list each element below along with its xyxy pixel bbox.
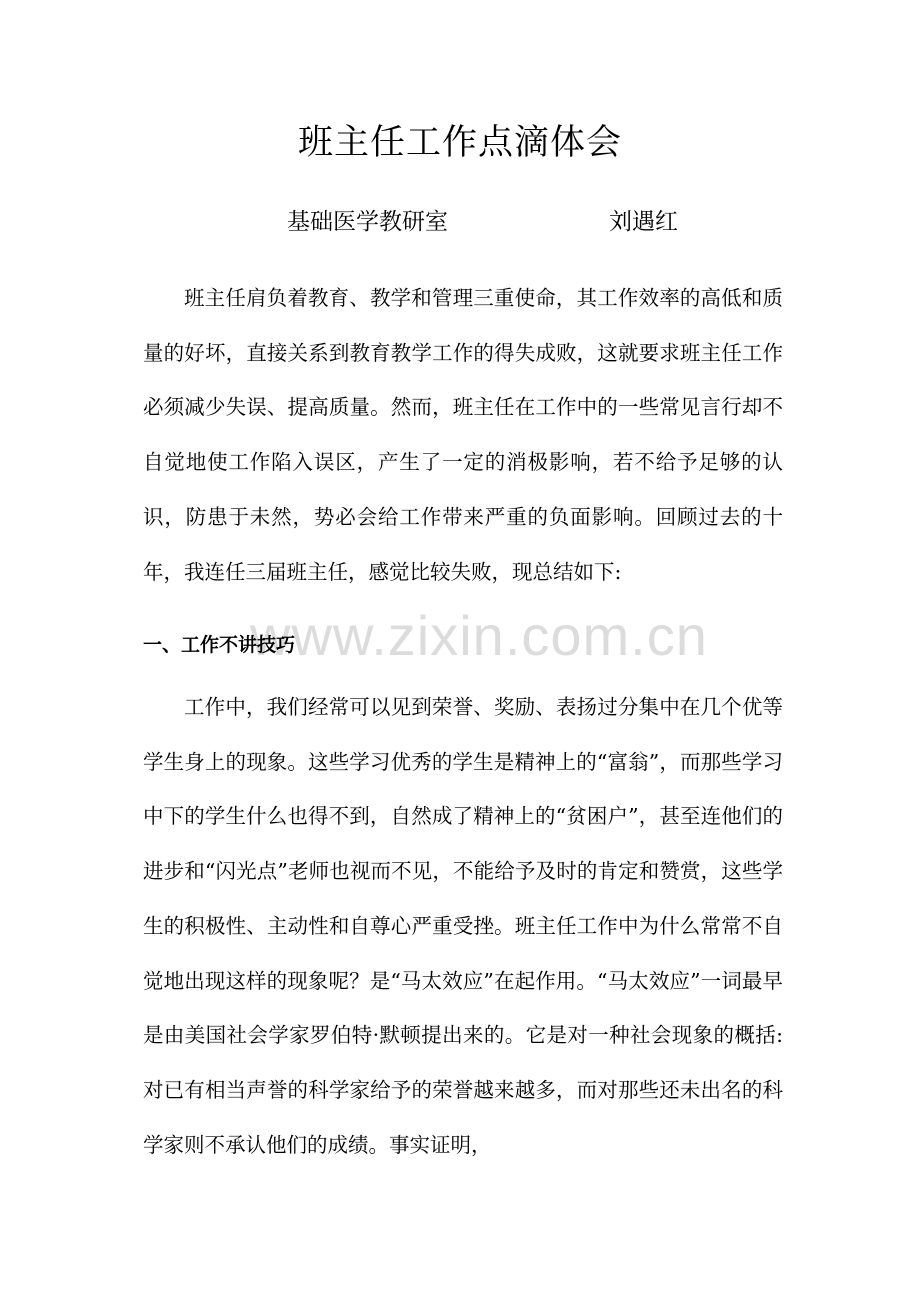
section-heading: 一、工作不讲技巧: [143, 634, 296, 656]
document-title: 班主任工作点滴体会: [297, 123, 622, 163]
body-paragraph: 工作中，我们经常可以见到荣誉、奖励、表扬过分集中在几个优等学生身上的现象。这些学习优秀的学生是精神上的“富翁”，而那些学习中下的学生什么也得不到，自然成了精神上的“贫困户”，甚至连他们的进步和“闪光点”老师也视而不见，不能给予及时的肯定和赞赏，这些学生的积极性、主动性和自尊心严重受挫。班主任工作中为什么常常不自觉地出现这样的现象呢？是“马太效应”在起作用。“马太效应”一词最早是由美国社会学家罗伯特·默顿提出来的。它是对一种社会现象的概括: 对已有相当声誉的科学家给予的荣誉越来越多，而对那些还未出名的科学家则不承认他们的成绩。事实证明，: [143, 695, 783, 1157]
site-watermark: www.zixin.com.cn: [250, 604, 708, 667]
author-name: 刘遇红: [609, 209, 678, 235]
department-name: 基础医学教研室: [287, 209, 448, 235]
intro-paragraph: 班主任肩负着教育、教学和管理三重使命，其工作效率的高低和质量的好坏，直接关系到教育教学工作的得失成败，这就要求班主任工作必须减少失误、提高质量。然而，班主任在工作中的一些常见言行却不自觉地使工作陷入误区，产生了一定的消极影响，若不给予足够的认识，防患于未然，势必会给工作带来严重的负面影响。回顾过去的十年，我连任三届班主任，感觉比较失败，现总结如下:: [143, 286, 783, 584]
